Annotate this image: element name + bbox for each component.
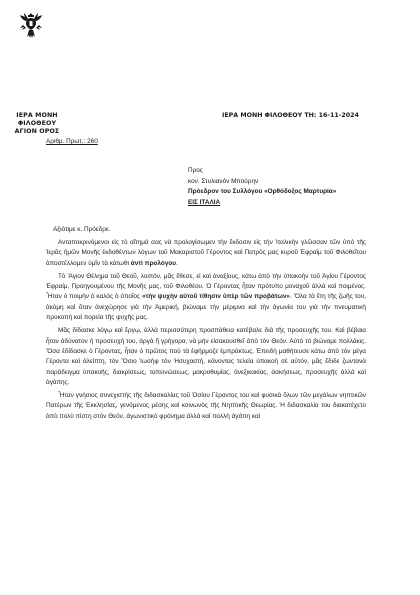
letter-date-line: ΙΕΡΑ ΜΟΝΗ ΦΙΛΟΘΕΟΥ ΤΗ: 16-11-2024 [222,112,359,119]
recipient-block [188,166,336,208]
protocol-number: Αριθμ. Πρωτ.: 260 [46,138,98,145]
recipient-location: ΕΙΣ ΙΤΑΛΙΑ [188,198,221,206]
paragraph-text: Ἦταν γνήσιος συνεχιστὴς τῆς διδασκαλίας τοῦ Ὁσίου Γέροντος του καὶ φυσικὰ ὅλων τῶν μεγάλων νηπτικῶν Πατέρων τῆς Ἐκκλησίας, γενόμενος μέσης καὶ κοινωνὸς τῆς Νηπτικῆς Θεωρίας. Ἡ διδασκαλία του διακατέχετο ἀπὸ πολὺ πίστη στὸν Θεόν, ἀγωνιστικὸ φρόνημα ἀλλὰ καὶ πολλὴ ἀγάπη καὶ [46,392,366,420]
double-headed-eagle-icon [16,10,46,40]
body-paragraph [46,326,366,388]
body-paragraph [46,238,366,269]
recipient-title: Πρόεδρον του Συλλόγου «Ορθόδοξος Μαρτυρία» [188,188,337,196]
monastery-name: ΙΕΡΑ ΜΟΝΗ ΦΙΛΟΘΕΟΥ [16,112,58,127]
body-paragraph [46,391,366,422]
salutation: Αξιότιμε κ. Πρόεδρε. [53,226,111,233]
body-paragraph [46,272,366,323]
recipient-prefix: Προς [188,167,203,174]
paragraph-text: Ανταποκρινόμενοι εἰς τὸ αἴτημά σας νὰ προλογίσωμεν τὴν ἔκδοσιν εἰς τὴν Ἰταλικὴν γλῶσσαν τῶν ὑπὸ τῆς Ἱερᾶς ἡμῶν Μονῆς ἐκδοθέντων λόγων τοῦ Μακαριστοῦ Γέροντος καὶ Πατρὸς μας κυροῦ Ἐφραὶμ τοῦ Φιλοθεΐτου ἀποστέλλομεν ὑμῖν τὰ κάτωθι [46,239,366,267]
recipient-name: κον. Στυλιανόν Μπούρην [188,177,259,185]
paragraph-text: . [176,259,178,267]
paragraph-text: Τὸ Ἅγιον Θέλημα τοῦ Θεοῦ, λοιπόν, μᾶς ἔθεσε, εἰ καὶ ἀναξίους, κάτω ἀπὸ τὴν ὑπακοὴν τοῦ Ἁγίου Γέροντος Ἐφραίμ, Προηγουμένου τῆς Μονῆς μας, τοῦ Φιλοθέου. Ὁ Γέροντας ἦταν πρότυπο μοναχοῦ ἀλλὰ καὶ ποιμένος. Ἦταν ὁ ποιμὴν ὁ καλὸς ὁ ὁποῖος [46,272,366,301]
letter-body [46,238,366,425]
monastery-header [8,112,66,136]
monastery-location: ΑΓΙΟΝ ΟΡΟΣ [14,128,60,135]
emphasized-text: «τὴν ψυχὴν αὐτοῦ τίθησιν ὑπὲρ τῶν προβάτων» [141,293,290,301]
paragraph-text: Μᾶς δίδασκε λόγῳ καὶ ἔργῳ, ἀλλὰ περισσότερη προσπάθεια κατέβαλε διὰ τῆς προσευχῆς του. Καὶ βέβαια ἦταν ἀδύνατον ἡ προσευχή του, ἀργὰ ἢ γρήγορα, νὰ μὴν εἰσακουσθεῖ ἀπὸ τὸν Θεόν. Αὐτὸ τὸ βιώναμε πολλάκις. Ὅσα ἐδίδασκε ὁ Γέροντας, ἦταν ὁ πρῶτος ποὺ τὰ ἐφήρμοζε ἐμπράκτως. Ἐπειδὴ μαθήτευσε κάτω ἀπὸ τὸν μέγα Γέροντα καὶ ἀλείπτη, τὸν Ὅσιο Ἰωσὴφ τὸν Ἡσυχαστή, κάνοντας τελεία ὑπακοὴ σὲ αὐτόν, μᾶς ἔδιδε ζωντανὰ παράδειγμα ὑπακοῆς, διακρίσεως, ταπεινώσεως, μακροθυμίας, ἀνεξικακίας, ἀσκήσεως, προσευχῆς ἀλλὰ καὶ ἀγάπης. [46,327,366,386]
emphasized-text: ἀντὶ προλόγου [130,259,176,267]
paragraph-text: . Ὅλα τὰ ἔτη τῆς ζωῆς του, ἀκόμη καὶ ὅταν ἀνεχώρησε γιὰ τὴν Ἀμερική, βιώναμε τὴν μέριμνα καὶ τὴν ἀγωνία του γιὰ τὴν πνευματικὴ προκοπὴ καὶ πορεία τῆς ψυχῆς μας. [46,293,367,322]
